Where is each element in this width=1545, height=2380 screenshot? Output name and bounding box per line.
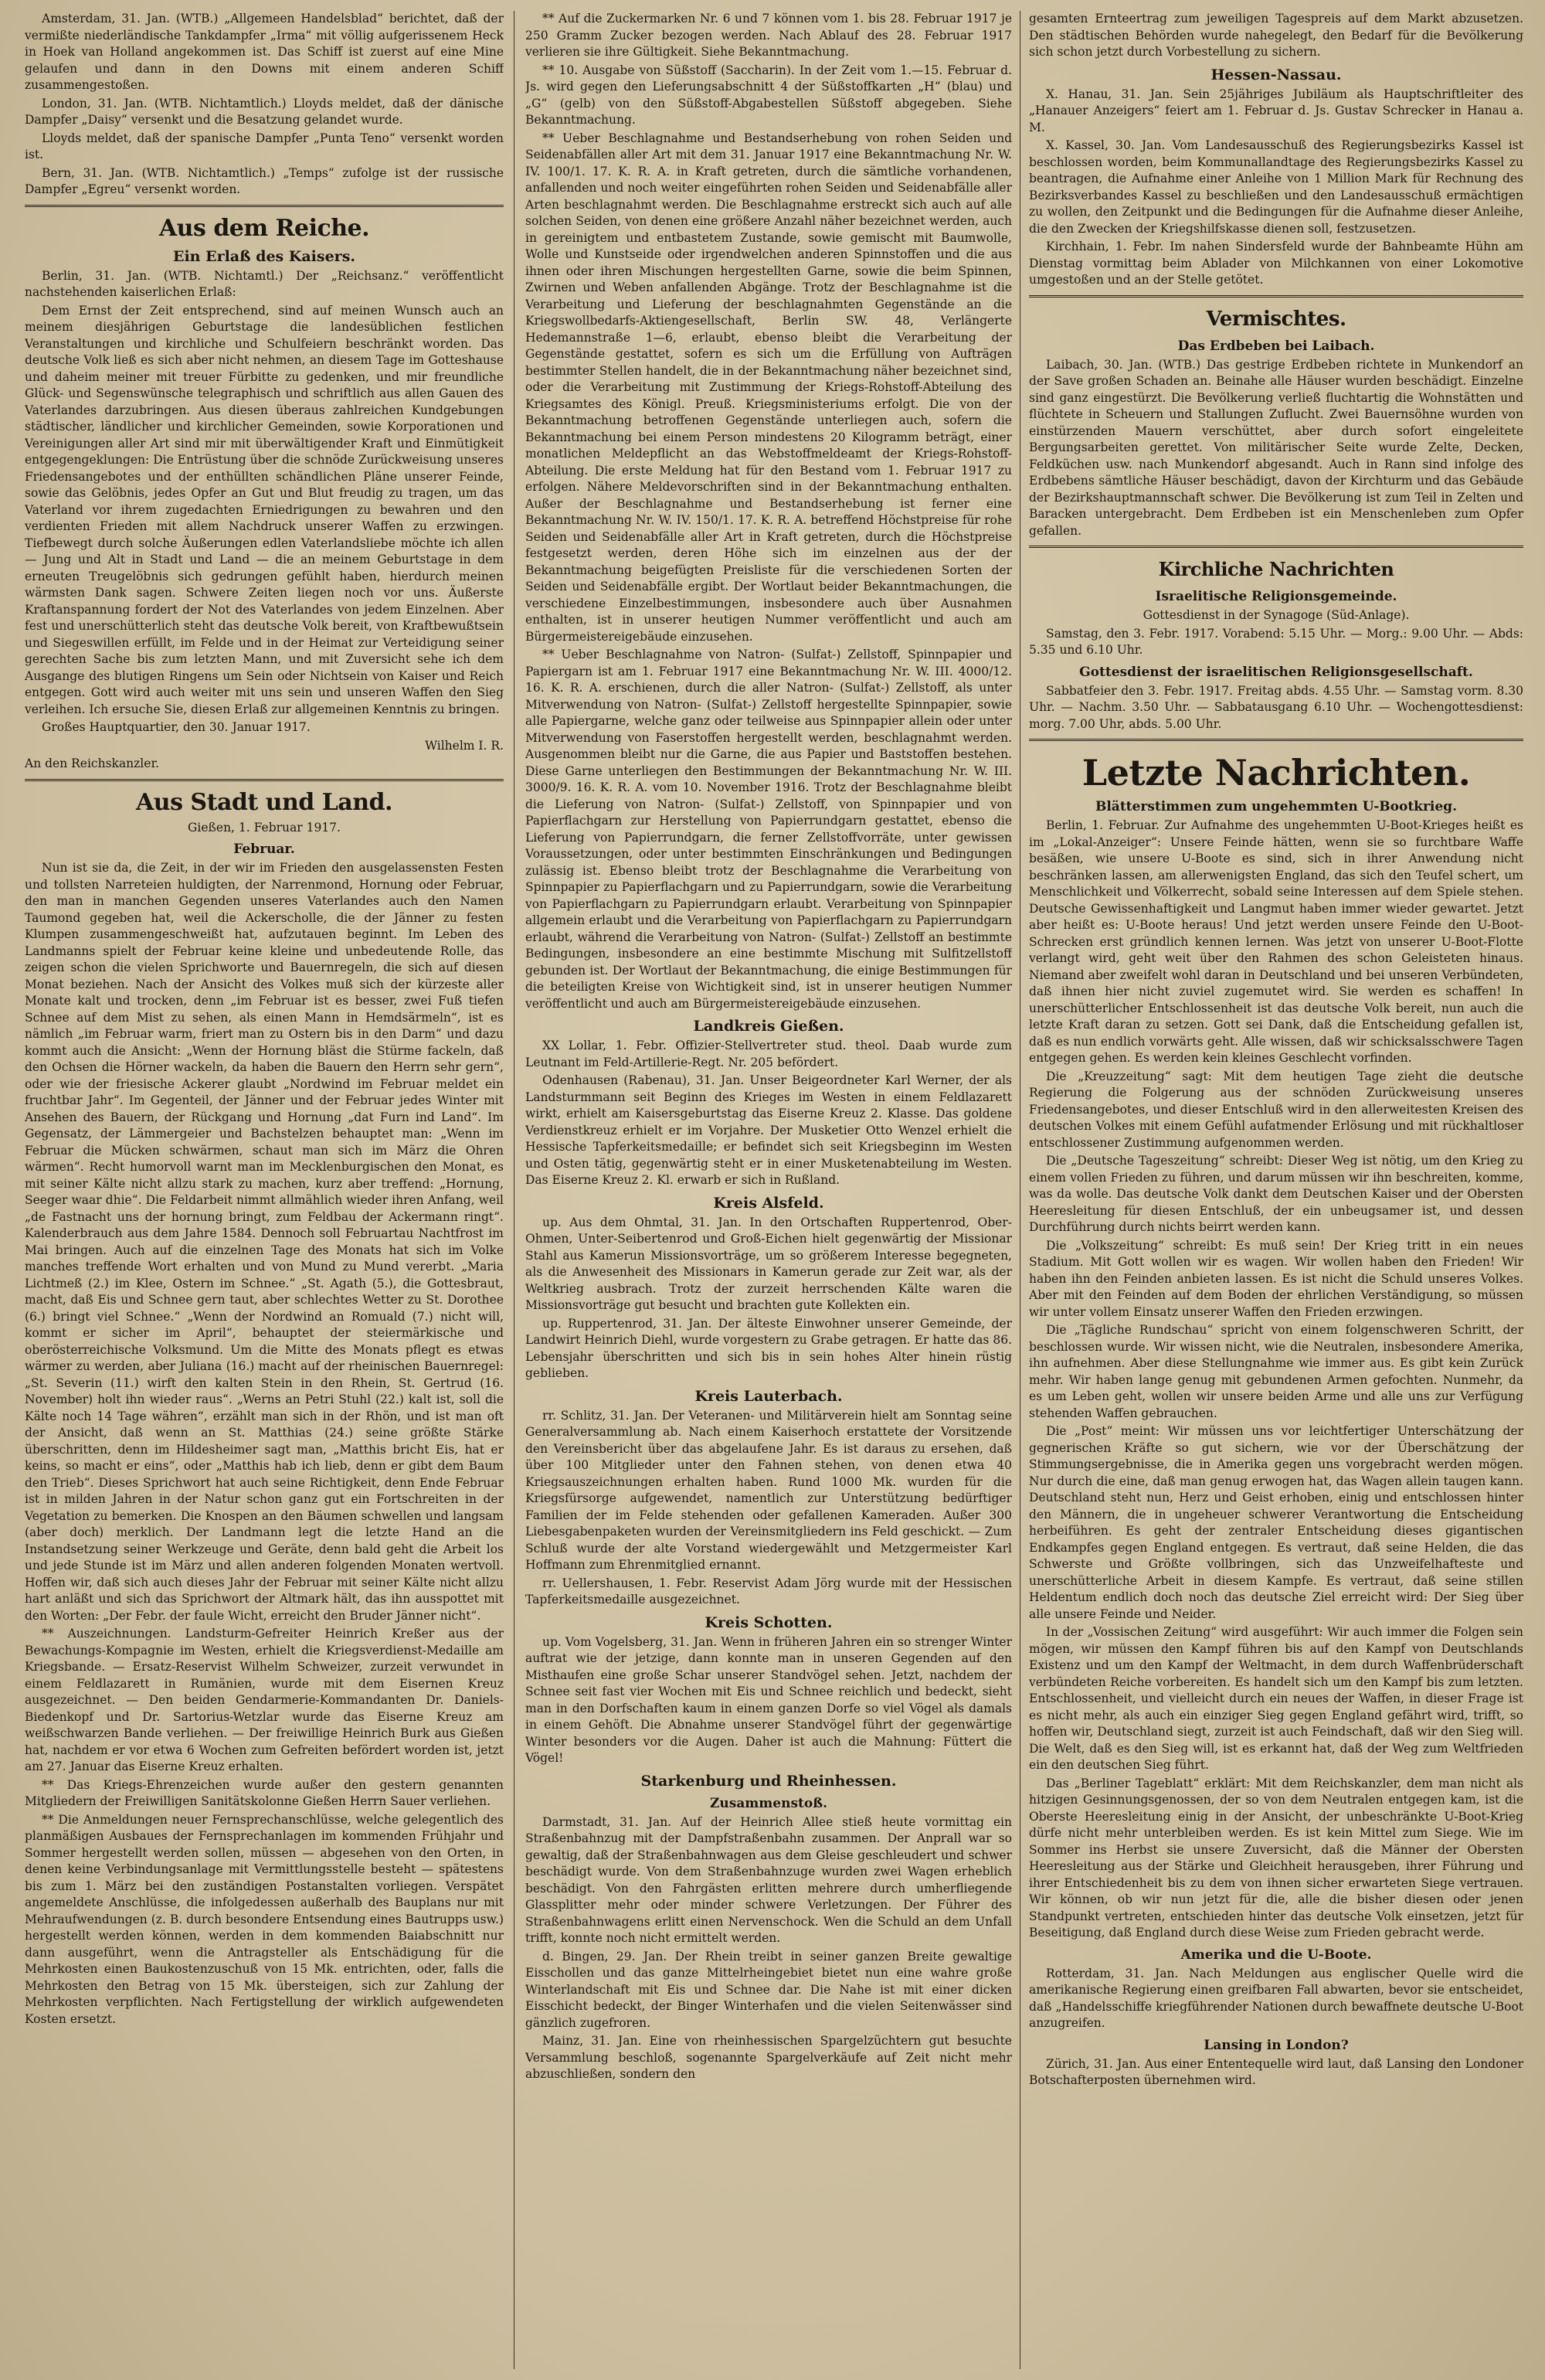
news-item: d. Bingen, 29. Jan. Der Rhein treibt in seiner ganzen Breite gewaltige Eisschollen und das ganze Mittelrheingebiet bietet nun eine wahre große Winterlandschaft mit Eis und Schnee dar. Die Nahe ist mit einer dicken Eisschicht bedeckt, der Binger Winterhafen und die vielen Seitenwässer sind gänzlich zugefroren. bbox=[525, 1949, 1012, 2030]
news-item: ** Die Anmeldungen neuer Fernsprechanschlüsse, welche gelegentlich des planmäßigen Ausbaues der Fernsprechanlagen im kommenden Frühjahr und Sommer hergestellt werden sollen, müssen — abgesehen von den Orten, in denen keine Verbindungsanlage mit Vermittlungsstelle besteht — spätestens bis zum 1. März bei den zuständigen Postanstalten vorliegen. Verspätet angemeldete Anschlüsse, die infolgedessen außerhalb des Bauplans nur mit Mehraufwendungen (z. B. durch besondere Entsendung eines Bautrupps usw.) hergestellt werden können, werden in dem kommenden Baiabschnitt nur dann ausgeführt, wenn die Antragsteller als Entschädigung für die Mehrkosten einen Baukostenzuschuß von 15 Mk. entrichten, oder, falls die Mehrkosten den Betrag von 15 Mk. übersteigen, sich zur Zahlung der Mehrkosten verpflichten. Nach Fertigstellung der wirklich aufgewendeten Kosten ersetzt. bbox=[25, 1812, 504, 2026]
article-heading-zusammenstoss: Zusammenstoß. bbox=[709, 1795, 828, 1811]
service-subheading: Gottesdienst in der Synagoge (Süd-Anlage). bbox=[1143, 608, 1410, 622]
news-item: Das „Berliner Tageblatt“ erklärt: Mit dem Reichskanzler, dem man nicht als hitzigen Gesinnungsgenossen, der so von dem Neutralen entgegen kam, ist die Oberste Heeresleitung einig in der Ansicht, der unbeschränkte U-Boot-Krieg dürfe nicht mehr unterbleiben werden. Es ist kein Mittel zum Siege. Wie im Sommer ins Herbst sie unsere Zuversicht, daß die Männer der Obersten Heeresleitung aus der Stärke und Gleichheit herausgeben, ihrer Führung und ihrer Entschiedenheit bis zu dem von ihnen sicher erwarteten Siege vertrauen. Wir können, ob wir nun jetzt für die, alle die bisher diesen oder jenen Standpunkt vertreten, entschieden hinter das deutsche Volk einsetzen, jetzt für Beseitigung, daß England durch diese Weise zum Frieden gebracht werde. bbox=[1029, 1776, 1523, 1940]
article-paragraph: Amsterdam, 31. Jan. (WTB.) „Allgemeen Handelsblad“ berichtet, daß der vermißte niederländische Tankdampfer „Irma“ mit völlig aufgerissenem Heck in Hoek van Holland angekommen ist. Das Schiff ist zuerst auf eine Mine gelaufen und dann in den Downs mit einem anderen Schiff zusammengestoßen. bbox=[25, 12, 504, 92]
article-paragraph: Bern, 31. Jan. (WTB. Nichtamtlich.) „Temps“ zufolge ist der russische Dampfer „Egreu“ versenkt worden. bbox=[25, 165, 504, 196]
article-heading-blaetterstimmen: Blätterstimmen zum ungehemmten U-Bootkrieg. bbox=[1095, 799, 1457, 814]
section-heading-starkenburg: Starkenburg und Rheinhessen. bbox=[640, 1772, 897, 1790]
news-item: Die „Tägliche Rundschau“ spricht von einem folgenschweren Schritt, der beschlossen wurde. Wir wissen nicht, wie die Neutralen, insbesondere Amerika, ihn aufnehmen. Aber diese Stellungnahme wie immer aus. Es gibt kein Zurück mehr. Wir haben lange genug mit gebundenen Armen gefochten. Nunmehr, da es um Leben geht, wollen wir unsere beiden Arme und alle uns zur Verfügung stehenden Waffen gebrauchen. bbox=[1029, 1323, 1523, 1420]
section-heading-letzte-nachrichten: Letzte Nachrichten. bbox=[1082, 752, 1471, 794]
signature: Wilhelm I. R. bbox=[425, 738, 504, 753]
news-item: In der „Vossischen Zeitung“ wird ausgeführt: Wir auch immer die Folgen sein mögen, wir müssen den Kampf führen bis auf den Kampf von Deutschlands Existenz und um den Kampf der Weltmacht, in dem durch Waffenbrüderschaft verbündeten Reiche vorbereiten. Es handelt sich um den Kampf bis zum letzten. Entschlossenheit, und vielleicht durch ein neues der Waffen, in dieser Frage ist es nicht mehr, als auch ein einziger Sieg gegen England gefährt wird, trifft, so hoffen wir, Deutschland siegt, zurzeit ist auch Feindschaft, daß wir den Sieg will. Die Welt, daß es den Sieg will, ist es erkannt hat, daß der Weg zum Weltfrieden ein den deutschen Sieg führt. bbox=[1029, 1625, 1523, 1772]
addressee: An den Reichskanzler. bbox=[25, 756, 160, 770]
news-item: X. Kassel, 30. Jan. Vom Landesausschuß des Regierungsbezirks Kassel ist beschlossen worden, beim Kommunallandtage des Regierungsbezirks Kassel zu beantragen, die Aufnahme einer Anleihe von 1 Million Mark für Rechnung des Bezirksverbandes Kassel zu beschließen und den Landesausschuß ermächtigen zu wollen, den Zeitpunkt und die Bedingungen für die Aufnahme dieser Anleihe, die den Zwecken der Kriegshilfskasse dienen soll, festzusetzen. bbox=[1029, 138, 1523, 236]
news-item: up. Aus dem Ohmtal, 31. Jan. In den Ortschaften Ruppertenrod, Ober-Ohmen, Unter-Seibertenrod und Groß-Eichen hielt gegenwärtig der Missionar Stahl aus Kamerun Missionsvorträge, um so größerem Interesse begegneten, als die Anwesenheit des Missionars in Kamerun gerade zur Zeit war, als der Weltkrieg ausbrach. Trotz der zurzeit herrschenden Kälte waren die Missionsvorträge gut besucht und brachten gute Kollekten ein. bbox=[525, 1215, 1012, 1312]
news-item: gesamten Ernteertrag zum jeweiligen Tagespreis auf dem Markt abzusetzen. Den städtischen Behörden wurde nahegelegt, den Bedarf für die Bevölkerung sich schon jetzt durch Vorbestellung zu sichern. bbox=[1029, 12, 1523, 59]
article-paragraph: Berlin, 31. Jan. (WTB. Nichtamtl.) Der „Reichsanz.“ veröffentlicht nachstehenden kaiserlichen Erlaß: bbox=[25, 268, 504, 299]
dateline: Gießen, 1. Februar 1917. bbox=[188, 820, 341, 835]
article-heading-februar: Februar. bbox=[233, 842, 295, 857]
section-heading-vermischtes: Vermischtes. bbox=[1206, 307, 1346, 331]
news-item: XX Lollar, 1. Febr. Offizier-Stellvertreter stud. theol. Daab wurde zum Leutnant im Feld-Artillerie-Regt. Nr. 205 befördert. bbox=[525, 1039, 1012, 1069]
article-paragraph: Dem Ernst der Zeit entsprechend, sind auf meinen Wunsch auch an meinem diesjährigen Geburtstage die landesüblichen festlichen Veranstaltungen und kirchliche und Schulfeiern beschränkt worden. Das deutsche Volk ließ es sich aber nicht nehmen, an diesem Tage im Gotteshause und daheim meiner mit treuer Fürbitte zu gedenken, und mir freundliche Glück- und Segenswünsche telegraphisch und schriftlich aus allen Gauen des Vaterlandes darzubringen. Aus diesen überaus zahlreichen Kundgebungen städtischer, ländlicher und kirchlicher Gemeinden, sowie Korporationen und Vereinigungen aller Art sind mir mit überwältigender Kraft und Einmütigkeit entgegengeklungen: Die Entrüstung über die schnöde Zurückweisung unseres Friedensangebotes und der enthüllten schändlichen Pläne unserer Feinde, sowie das Gelöbnis, jedes Opfer an Gut und Blut freudig zu tragen, um das Vaterland vor ihrem zugedachten Erniedrigungen zu bewahren und den verdienten Frieden mit allem Nachdruck unserer Waffen zu erzwingen. Tiefbewegt durch solche Äußerungen edlen Vaterlandsliebe möchte ich allen — Jung und Alt in Stadt und Land — die an meinem Geburtstage in dem erneuten Treugelöbnis sich gedrungen gefühlt haben, hierdurch meinen wärmsten Dank sagen. Schwere Zeiten liegen noch vor uns. Äußerste Kraftanspannung fordert der Not des Vaterlandes von jedem Einzelnen. Aber fest und unerschütterlich steht das deutsche Volk bereit, von Kraftbewußtsein und Siegeswillen erfüllt, im Felde und in der Heimat zur Verteidigung seiner gerechten Sache bis zum letzten Mann, und mit Zuversicht sehe ich dem Ausgange des blutigen Ringens um Sein oder Nichtsein von Kaiser und Reich entgegen. Gott wird auch weiter mit uns sein und unseren Waffen den Sieg verleihen. Ich ersuche Sie, diesen Erlaß zur allgemeinen Kenntnis zu bringen. bbox=[25, 303, 504, 716]
section-heading-kirchlich: Kirchliche Nachrichten bbox=[1158, 558, 1394, 580]
news-item: Kirchhain, 1. Febr. Im nahen Sindersfeld wurde der Bahnbeamte Hühn am Dienstag vormittag beim Ablader von Milchkannen von einer Lokomotive umgestoßen und an der Stelle getötet. bbox=[1029, 240, 1523, 287]
section-heading-reich: Aus dem Reiche. bbox=[158, 214, 370, 242]
news-item: up. Ruppertenrod, 31. Jan. Der älteste Einwohner unserer Gemeinde, der Landwirt Heinrich Diehl, wurde vorgestern zu Grabe getragen. Er hatte das 86. Lebensjahr überschritten und sich bis in sein hohes Alter hinein rüstig geblieben. bbox=[525, 1316, 1012, 1380]
article-heading-erlass: Ein Erlaß des Kaisers. bbox=[172, 247, 356, 265]
article-heading-lansing: Lansing in London? bbox=[1204, 2037, 1349, 2053]
section-heading-alsfeld: Kreis Alsfeld. bbox=[713, 1194, 824, 1212]
section-divider bbox=[25, 205, 504, 207]
section-heading-hessen: Hessen-Nassau. bbox=[1211, 66, 1342, 83]
news-item: Odenhausen (Rabenau), 31. Jan. Unser Beigeordneter Karl Werner, der als Landsturmmann seit Beginn des Krieges im Westen in einem Feldlazarett wirkt, erhielt am Kaisersgeburtstag das Eiserne Kreuz 2. Klasse. Das goldene Verdienstkreuz erhielt er im Vorjahre. Der Musketier Otto Wenzel erhielt die Hessische Tapferkeitsmedaille; er befindet sich seit Kriegsbeginn im Westen und Osten tätig, gegenwärtig steht er in einer Musketenabteilung im Westen. Das Eiserne Kreuz 2. Kl. erwarb er sich in Rußland. bbox=[525, 1073, 1012, 1187]
column-2 bbox=[525, 11, 1012, 2371]
article-heading-israelitisch: Israelitische Religionsgemeinde. bbox=[1155, 589, 1397, 604]
section-divider bbox=[25, 779, 504, 781]
news-item: Die „Volkszeitung“ schreibt: Es muß sein! Der Krieg tritt in ein neues Stadium. Mit Gott wollen wir es wagen. Wir wollen haben den Frieden! Wir haben ihn den Feinden anbieten lassen. Es ist nicht die Schuld unseres Volkes. Aber mit den Feinden auf dem Boden der ehrlichen Verständigung, so müssen wir unter vollem Einsatz unserer Waffen den Frieden erzwingen. bbox=[1029, 1238, 1523, 1319]
news-item: ** Auf die Zuckermarken Nr. 6 und 7 können vom 1. bis 28. Februar 1917 je 250 Gramm Zucker bezogen werden. Nach Ablauf des 28. Februar 1917 verlieren sie ihre Gültigkeit. Siehe Bekanntmachung. bbox=[525, 12, 1012, 59]
news-item: ** Auszeichnungen. Landsturm-Gefreiter Heinrich Kreßer aus der Bewachungs-Kompagnie im Westen, erhielt die Kriegsverdienst-Medaille am Kriegsbande. — Ersatz-Reservist Wilhelm Schweizer, zurzeit verwundet in einem Feldlazarett in Rumänien, wurde mit dem Eisernen Kreuz ausgezeichnet. — Den beiden Gendarmerie-Kommandanten Dr. Daniels-Biedenkopf und Dr. Sartorius-Wetzlar wurde das Eiserne Kreuz am weißschwarzen Bande verliehen. — Der freiwillige Heinrich Burk aus Gießen hat, nachdem er vor etwa 6 Wochen zum Gefreiten befördert worden ist, jetzt am 27. Januar das Eiserne Kreuz erhalten. bbox=[25, 1627, 504, 1773]
column-1 bbox=[25, 11, 504, 2371]
news-item: Rotterdam, 31. Jan. Nach Meldungen aus englischer Quelle wird die amerikanische Regierung einen greifbaren Fall abwarten, bevor sie entscheidet, daß „Handelsschiffe kriegführender Nationen durch bewaffnete deutsche U-Boot anzugreifen. bbox=[1029, 1966, 1523, 2030]
news-item: ** 10. Ausgabe von Süßstoff (Saccharin). In der Zeit vom 1.—15. Februar d. Js. wird gegen den Lieferungsabschnitt 4 der Süßstoffkarten „H“ (blau) und „G“ (gelb) von den Süßstoff-Abgabestellen Süßstoff abgegeben. Siehe Bekanntmachung. bbox=[525, 63, 1012, 127]
article-paragraph: Lloyds meldet, daß der spanische Dampfer „Punta Teno“ versenkt worden ist. bbox=[25, 131, 504, 162]
news-item: Die „Post“ meint: Wir müssen uns vor leichtfertiger Unterschätzung der gegnerischen Kräfte so gut sichern, wie vor der Überschätzung der Stimmungsergebnisse, die in Amerika gegen uns vorgebracht werden mögen. Nur durch die eine, daß man genug erwogen hat, das Wagen allein taugen kann. Deutschland steht nun, Herz und Geist erhoben, einig und entschlossen hinter den Männern, die in ungeheuer schwerer Verantwortung die Entscheidung herbeiführen. Es geht der zentraler Entscheidung dieses gigantischen Endkampfes gegen England entgegen. Es vertraut, daß seine Helden, die das Schwerste und Größte vollbringen, sich das Unzweifelhafteste und unerschütterliche Arbeit in diesem Kampfe. Es vertraut, daß seine stillen Heldentum endlich doch noch das deutsche Ziel erreicht wird: Der Sieg über alle unsere Feinde und Neider. bbox=[1029, 1424, 1523, 1621]
news-item: rr. Schlitz, 31. Jan. Der Veteranen- und Militärverein hielt am Sonntag seine Generalversammlung ab. Nach einem Kaiserhoch erstattete der Vorsitzende den Vereinsbericht über das abgelaufene Jahr. Es ist daraus zu ersehen, daß über 100 Mitglieder unter den Fahnen stehen, von denen etwa 40 Kriegsauszeichnungen erhalten haben. Rund 1000 Mk. wurden für die Kriegsfürsorge aufgewendet, namentlich zur Unterstützung bedürftiger Familien der im Felde stehenden oder gefallenen Kameraden. Außer 300 Liebesgabenpaketen wurden der Vereinsmitgliedern ins Feld geschickt. — Zum Schluß wurde der alte Vorstand wiedergewählt und Metzgermeister Karl Hoffmann zum Ehrenmitglied ernannt. bbox=[525, 1408, 1012, 1572]
article-paragraph: Großes Hauptquartier, den 30. Januar 1917. bbox=[42, 720, 311, 734]
news-item: Berlin, 1. Februar. Zur Aufnahme des ungehemmten U-Boot-Krieges heißt es im „Lokal-Anzeiger“: Unsere Feinde hätten, wenn sie so furchtbare Waffe besäßen, wie unsere U-Boote es sind, sich in ihrer Anwendung nicht beschränken lassen, am allerwenigsten England, das sich den Teufel schert, um Menschlichkeit und Völkerrecht, sobald seine Interessen auf dem Spiele stehen. Deutsche Gewissenhaftigkeit und Langmut haben immer wieder gewartet. Jetzt aber heißt es: U-Boote heraus! Und jetzt werden unsere Feinde den U-Boot-Schrecken erst gründlich kennen lernen. Was jetzt von unserer U-Boot-Flotte verlangt wird, geht weit über den Rahmen des schon Geleisteten hinaus. Niemand aber zweifelt wohl daran in Deutschland und bei unseren Verbündeten, daß ihnen hier nicht zuviel zugemutet wird. Sie werden es schaffen! In unerschütterlicher Entschlossenheit ist das deutsche Volk bereit, nun auch die letzte Kraft daran zu setzen. Gott sei Dank, daß die Entscheidung gefallen ist, daß es nun endlich vorwärts geht. Alle wissen, daß wir schicksalsschwere Tagen entgegen gehen. Es werden kein kleines Geschlecht vorfinden. bbox=[1029, 818, 1523, 1065]
section-heading-lauterbach: Kreis Lauterbach. bbox=[694, 1387, 843, 1405]
section-heading-stadt-land: Aus Stadt und Land. bbox=[136, 788, 392, 816]
news-item: Mainz, 31. Jan. Eine von rheinhessischen Spargelzüchtern gut besuchte Versammlung beschloß, sogenannte Spargelverkäufe auf Zeit nicht mehr abzuschließen, sondern den bbox=[525, 2034, 1012, 2081]
article-heading-amerika: Amerika und die U-Boote. bbox=[1180, 1946, 1372, 1963]
news-item: Darmstadt, 31. Jan. Auf der Heinrich Allee stieß heute vormittag ein Straßenbahnzug mit der Dampfstraßenbahn zusammen. Der Anprall war so gewaltig, daß der Straßenbahnwagen aus dem Gleise geschleudert und schwer beschädigt wurde. Von dem Straßenbahnzuge wurden zwei Wagen erheblich beschädigt. Von den Fahrgästen erlitten mehrere durch umherfliegende Glassplitter mehr oder minder schwere Verletzungen. Der Führer des Straßenbahnwagens erlitt einen Nervenschock. Wen die Schuld an dem Unfall trifft, konnte noch nicht ermittelt werden. bbox=[525, 1814, 1012, 1945]
service-times: Sabbatfeier den 3. Febr. 1917. Freitag abds. 4.55 Uhr. — Samstag vorm. 8.30 Uhr. — Nachm. 3.50 Uhr. — Sabbatausgang 6.10 Uhr. — Wochengottesdienst: morg. 7.00 Uhr, abds. 5.00 Uhr. bbox=[1029, 683, 1523, 731]
section-heading-schotten: Kreis Schotten. bbox=[705, 1613, 833, 1631]
column-3 bbox=[1029, 11, 1523, 2371]
news-item: ** Das Kriegs-Ehrenzeichen wurde außer den gestern genannten Mitgliedern der Freiwilligen Sanitätskolonne Gießen Herrn Sauer verliehen. bbox=[25, 1777, 504, 1808]
news-item: Laibach, 30. Jan. (WTB.) Das gestrige Erdbeben richtete in Munkendorf an der Save großen Schaden an. Beinahe alle Häuser wurden beschädigt. Einzelne sind ganz eingestürzt. Die Bevölkerung verließ fluchtartig die Wohnstätten und flüchtete in Scheuern und Stallungen Zuflucht. Zwei Bauernsöhne wurden von einstürzenden Mauern verschüttet, aber durch sofort eingeleitete Bergungsarbeiten gerettet. Von militärischer Seite wurde Zelte, Decken, Feldküchen usw. nach Munkendorf abgesandt. Auch in Rann sind infolge des Erdbebens sämtliche Häuser beschädigt, davon der Kirchturm und das Gebäude der Bezirkshauptmannschaft schwer. Die Bevölkerung ist zum Teil in Zelten und Baracken untergebracht. Dem Erdbeben ist ein Menschenleben zum Opfer gefallen. bbox=[1029, 357, 1523, 538]
article-heading-religionsgesellschaft: Gottesdienst der israelitischen Religionsgesellschaft. bbox=[1079, 664, 1473, 680]
article-paragraph: London, 31. Jan. (WTB. Nichtamtlich.) Lloyds meldet, daß der dänische Dampfer „Daisy“ versenkt und die Besatzung gelandet wurde. bbox=[25, 96, 504, 127]
news-item: ** Ueber Beschlagnahme und Bestandserhebung von rohen Seiden und Seidenabfällen aller Art mit dem 31. Januar 1917 eine Bekanntmachung Nr. W. IV. 100/1. 17. K. R. A. in Kraft getreten, durch die sämtliche vorhandenen, anfallenden und noch weiter eingeführten rohen Seiden und Seidenabfälle aller Arten beschlagnahmt werden. Die Beschlagnahme erstreckt sich auch auf alle solchen Seiden, von denen eine größere Anzahl näher bezeichnet werden, auch in gereinigtem und entbastetem Zustande, sowie gemischt mit Baumwolle, Wolle und Kunstseide oder irgendwelchen anderen Spinnstoffen und die aus ihnen oder ihren Mischungen hergestellten Garne, sowie die beim Spinnen, Zwirnen und Weben anfallenden Abgänge. Trotz der Beschlagnahme ist die Verarbeitung und Lieferung der beschlagnahmten Gegenstände an die Kriegswollbedarfs-Aktiengesellschaft, Berlin SW. 48, Verlängerte Hedemannstraße 1—6, erlaubt, ebenso bleibt die Verarbeitung der Gegenstände gestattet, sofern es sich um die Erfüllung von Aufträgen bestimmter Stellen handelt, die in der Bekanntmachung näher bezeichnet sind, oder die Verarbeitung mit Zustimmung der Kriegs-Rohstoff-Abteilung des Kriegsamtes des Königl. Preuß. Kriegsministeriums erfolgt. Die von der Bekanntmachung betroffenen Gegenstände unterliegen auch, sofern die Bekanntmachung bei einem Person mindestens 20 Kilogramm beträgt, einer monatlichen Meldepflicht an das Webstoffmeldeamt der Kriegs-Rohstoff-Abteilung. Die erste Meldung hat für den Bestand vom 1. Februar 1917 zu erfolgen. Nähere Meldevorschriften sind in der Bekanntmachung enthalten. Außer der Beschlagnahme und Bestandserhebung ist ferner eine Bekanntmachung Nr. W. IV. 150/1. 17. K. R. A. betreffend Höchstpreise für rohe Seiden und Seidenabfälle aller Art in Kraft getreten, durch die Höchstpreise festgesetzt werden, deren Höhe sich im einzelnen aus der der Bekanntmachung beigefügten Preisliste für die verschiedenen Sorten der Seiden und Seidenabfälle ergibt. Der Wortlaut beider Bekanntmachungen, die verschiedene Einzelbestimmungen, insbesondere auch über Ausnahmen enthalten, ist in unserer heutigen Nummer veröffentlicht und auch am Bürgermeistereigebäude einzusehen. bbox=[525, 131, 1012, 644]
section-divider bbox=[1029, 739, 1523, 741]
news-item: X. Hanau, 31. Jan. Sein 25jähriges Jubiläum als Hauptschriftleiter des „Hanauer Anzeigers“ feiert am 1. Februar d. Js. Gustav Schrecker in Hanau a. M. bbox=[1029, 87, 1523, 134]
news-item: Die „Kreuzzeitung“ sagt: Mit dem heutigen Tage zieht die deutsche Regierung die Folgerung aus der schnöden Zurückweisung unseres Friedensangebotes, und dieser Entschluß wird in den allerweitesten Kreisen des deutschen Volkes mit einem Gefühl aufatmender Erlösung und mit rückhaltloser entschlossener Zustimmung aufgenommen werden. bbox=[1029, 1069, 1523, 1150]
article-paragraph: Nun ist sie da, die Zeit, in der wir im Frieden den ausgelassensten Festen und tollsten Narreteien huldigten, der Narrenmond, Hornung oder Februar, den man in manchen Gegenden unseres Vaterlandes auch den Namen Taumond gegeben hat, weil die Ackerscholle, die der Jänner zu festen Klumpen zusammengeschweißt hat, aufzutauen beginnt. Im Leben des Landmanns spielt der Februar keine kleine und unbedeutende Rolle, das zeigen schon die vielen Sprichworte und Bauernregeln, die sich auf diesen Monat beziehen. Nach der Ansicht des Volkes muß sich der kürzeste aller Monate kalt und trocken, denn „im Februar ist es besser, zwei Fuß tiefen Schnee auf dem Mist zu sehen, als einen Mann in Hemdsärmeln“, ist es nämlich „im Februar warm, friert man zu Ostern bis in den Darm“ und dazu kommt auch die Ansicht: „Wenn der Hornung bläst die Stürme fackeln, daß den Ochsen die Hörner wackeln, da haben die Bauern den Herrn sehr gern“, oder wie der friesische Ackerer glaubt „Nordwind im Februar meldet ein fruchtbar Jahr“. Im Gegenteil, der Jänner und der Februar jedes Winter mit Ansehen des Bauern, der Rückgang und Hornung „dat Furn ind Land“. Im Gegensatz, der Lämmergeier und Bachstelzen behauptet man: „Wenn im Februar die Mücken schwärmen, schaut man sich im März die Ohren wärmen“. Recht humorvoll warnt man im Mecklenburgischen den Monat, es mit seiner Kälte nicht allzu stark zu machen, kurz aber treffend: „Hornung, Seeger waar dhie“. Die Feldarbeit nimmt allmählich wieder ihren Anfang, weil „de Fastnacht uns der hornung bringt, zum Feldbau der Ackermann ringt“. Kalenderbrauch aus dem Jahre 1584. Dennoch soll Februartau Nachtfrost im Mai bringen. Auch auf die einzelnen Tage des Monats hat sich im Volke manches treffende Wort erhalten und von Mund zu Mund vererbt. „Maria Lichtmeß (2.) im Klee, Ostern im Schnee.“ „St. Agath (5.), die Gottesbraut, macht, daß Eis und Schnee gern taut, aber schlechtes Wetter zu St. Dorothee (6.) bringt viel Schnee.“ „Wenn der Nordwind an Romuald (7.) nicht will, kommt er sicher im April“, behauptet der steiermärkische und oberösterreichische Volksmund. Um die Mitte des Monats pflegt es etwas wärmer zu werden, aber Juliana (16.) macht auf der rheinischen Bauernregel: „St. Severin (11.) wirft den kalten Stein in den Rhein, St. Gertrud (16. November) holt ihn wieder raus“. „Werns an Petri Stuhl (22.) kalt ist, soll die Kälte noch 14 Tage währen“, erzählt man sich in der Rhön, und ist man oft der Ansicht, daß wenn an St. Matthias (24.) seine größte Stärke überschritten, denn im Hildesheimer sagt man, „Matthis bricht Eis, hat er keins, so macht er eins“, oder „Matthis hab ich lieb, denn er gibt dem Baum den Trieb“. Dieses Sprichwort hat auch seine Richtigkeit, denn Ende Februar ist in milden Jahren in der Natur schon ganz gut ein Fortschreiten in der Vegetation zu bemerken. Die Knospen an den Bäumen schwellen und langsam (aber doch) merklich. Der Landmann legt die letzte Hand an die Instandsetzung seiner Werkzeuge und Geräte, denn bald geht die Arbeit los und jede Stunde ist im März und allen anderen folgenden Monaten wertvoll. Hoffen wir, daß sich auch dieses Jahr der Februar mit seiner Kälte nicht allzu hart anläßt und sich das Sprichwort der Altmark hält, das ihn ausspottet mit den Worten: „Der Febr. der faule Wicht, erreicht den Bruder Jänner nicht“. bbox=[25, 861, 504, 1623]
news-item: ** Ueber Beschlagnahme von Natron- (Sulfat-) Zellstoff, Spinnpapier und Papiergarn ist am 1. Februar 1917 eine Bekanntmachung Nr. W. III. 4000/12. 16. K. R. A. erschienen, durch die aller Natron- (Sulfat-) Zellstoff, als unter Mitverwendung von Natron- (Sulfat-) Zellstoff hergestellte Spinnpapier, sowie alle Papiergarne, welche ganz oder teilweise aus Spinnpapier allein oder unter Mitverwendung von Faserstoffen hergestellt werden, beschlagnahmt werden. Ausgenommen bleibt nur die Garne, die aus Papier und Baststoffen bestehen. Diese Garne unterliegen den Bestimmungen der Bekanntmachung Nr. W. III. 3000/9. 16. K. R. A. vom 10. November 1916. Trotz der Beschlagnahme bleibt die Lieferung von Natron- (Sulfat-) Zellstoff, von Spinnpapier und von Papierflachgarn zur Herstellung von Papierrundgarn gestattet, ebenso die Lieferung von Papierrundgarn, die ferner Zellstoffvorräte, unter gewissen Voraussetzungen, oder unter bestimmten Einschränkungen und Bedingungen zulässig ist. Ebenso bleibt trotz der Beschlagnahme die Verarbeitung von Spinnpapier zu Papierflachgarn und zu Papierrundgarn, sowie die Verarbeitung von Papierflachgarn zu Papierrundgarn erlaubt. Verarbeitung von Spinnpapier allgemein erlaubt und die Verarbeitung von Papierflachgarn zu Papierrundgarn erlaubt, während die Verarbeitung von Natron- (Sulfat-) Zellstoff an bestimmte Bedingungen, insbesondere an eine bestimmte Mischung mit Sulfitzellstoff gebunden ist. Der Wortlaut der Bekanntmachung, die einige Bestimmungen für die beteiligten Kreise von Wichtigkeit sind, ist in unserer heutigen Nummer veröffentlicht und auch am Bürgermeistereigebäude einzusehen. bbox=[525, 648, 1012, 1011]
news-item: up. Vom Vogelsberg, 31. Jan. Wenn in früheren Jahren ein so strenger Winter auftrat wie der jetzige, dann konnte man in unseren Gegenden auf den Misthaufen eine große Schar unserer Standvögel sehen. Jetzt, nachdem der Schnee seit fast vier Wochen mit Eis und Schnee reichlich und bedeckt, sieht man in den Dorfschaften kaum in einem ganzen Dorfe so viel Vögel als damals in einem Gehöft. Die Abnahme unserer Standvögel führt der gegenwärtige Winter besonders vor die Augen. Daher ist auch die Mahnung: Füttert die Vögel! bbox=[525, 1634, 1012, 1765]
news-item: rr. Uellershausen, 1. Febr. Reservist Adam Jörg wurde mit der Hessischen Tapferkeitsmedaille ausgezeichnet. bbox=[525, 1576, 1012, 1606]
section-divider bbox=[1029, 546, 1523, 548]
article-heading-erdbeben: Das Erdbeben bei Laibach. bbox=[1177, 338, 1375, 354]
news-item: Die „Deutsche Tageszeitung“ schreibt: Dieser Weg ist nötig, um den Krieg zu einem vollen Frieden zu führen, und darum müssen wir ihn beschreiten, komme, was da wolle. Das deutsche Volk dankt dem Deutschen Kaiser und der Obersten Heeresleitung für diesen Entschluß, der ein unbeugsamer ist, und dessen Durchführung durch nichts beirrt werden kann. bbox=[1029, 1154, 1523, 1234]
service-times: Samstag, den 3. Febr. 1917. Vorabend: 5.15 Uhr. — Morg.: 9.00 Uhr. — Abds: 5.35 und 6.10 Uhr. bbox=[1029, 626, 1523, 657]
section-divider bbox=[1029, 295, 1523, 298]
news-item: Zürich, 31. Jan. Aus einer Ententequelle wird laut, daß Lansing den Londoner Botschafterposten übernehmen wird. bbox=[1029, 2056, 1523, 2087]
section-heading-landkreis: Landkreis Gießen. bbox=[693, 1018, 844, 1035]
